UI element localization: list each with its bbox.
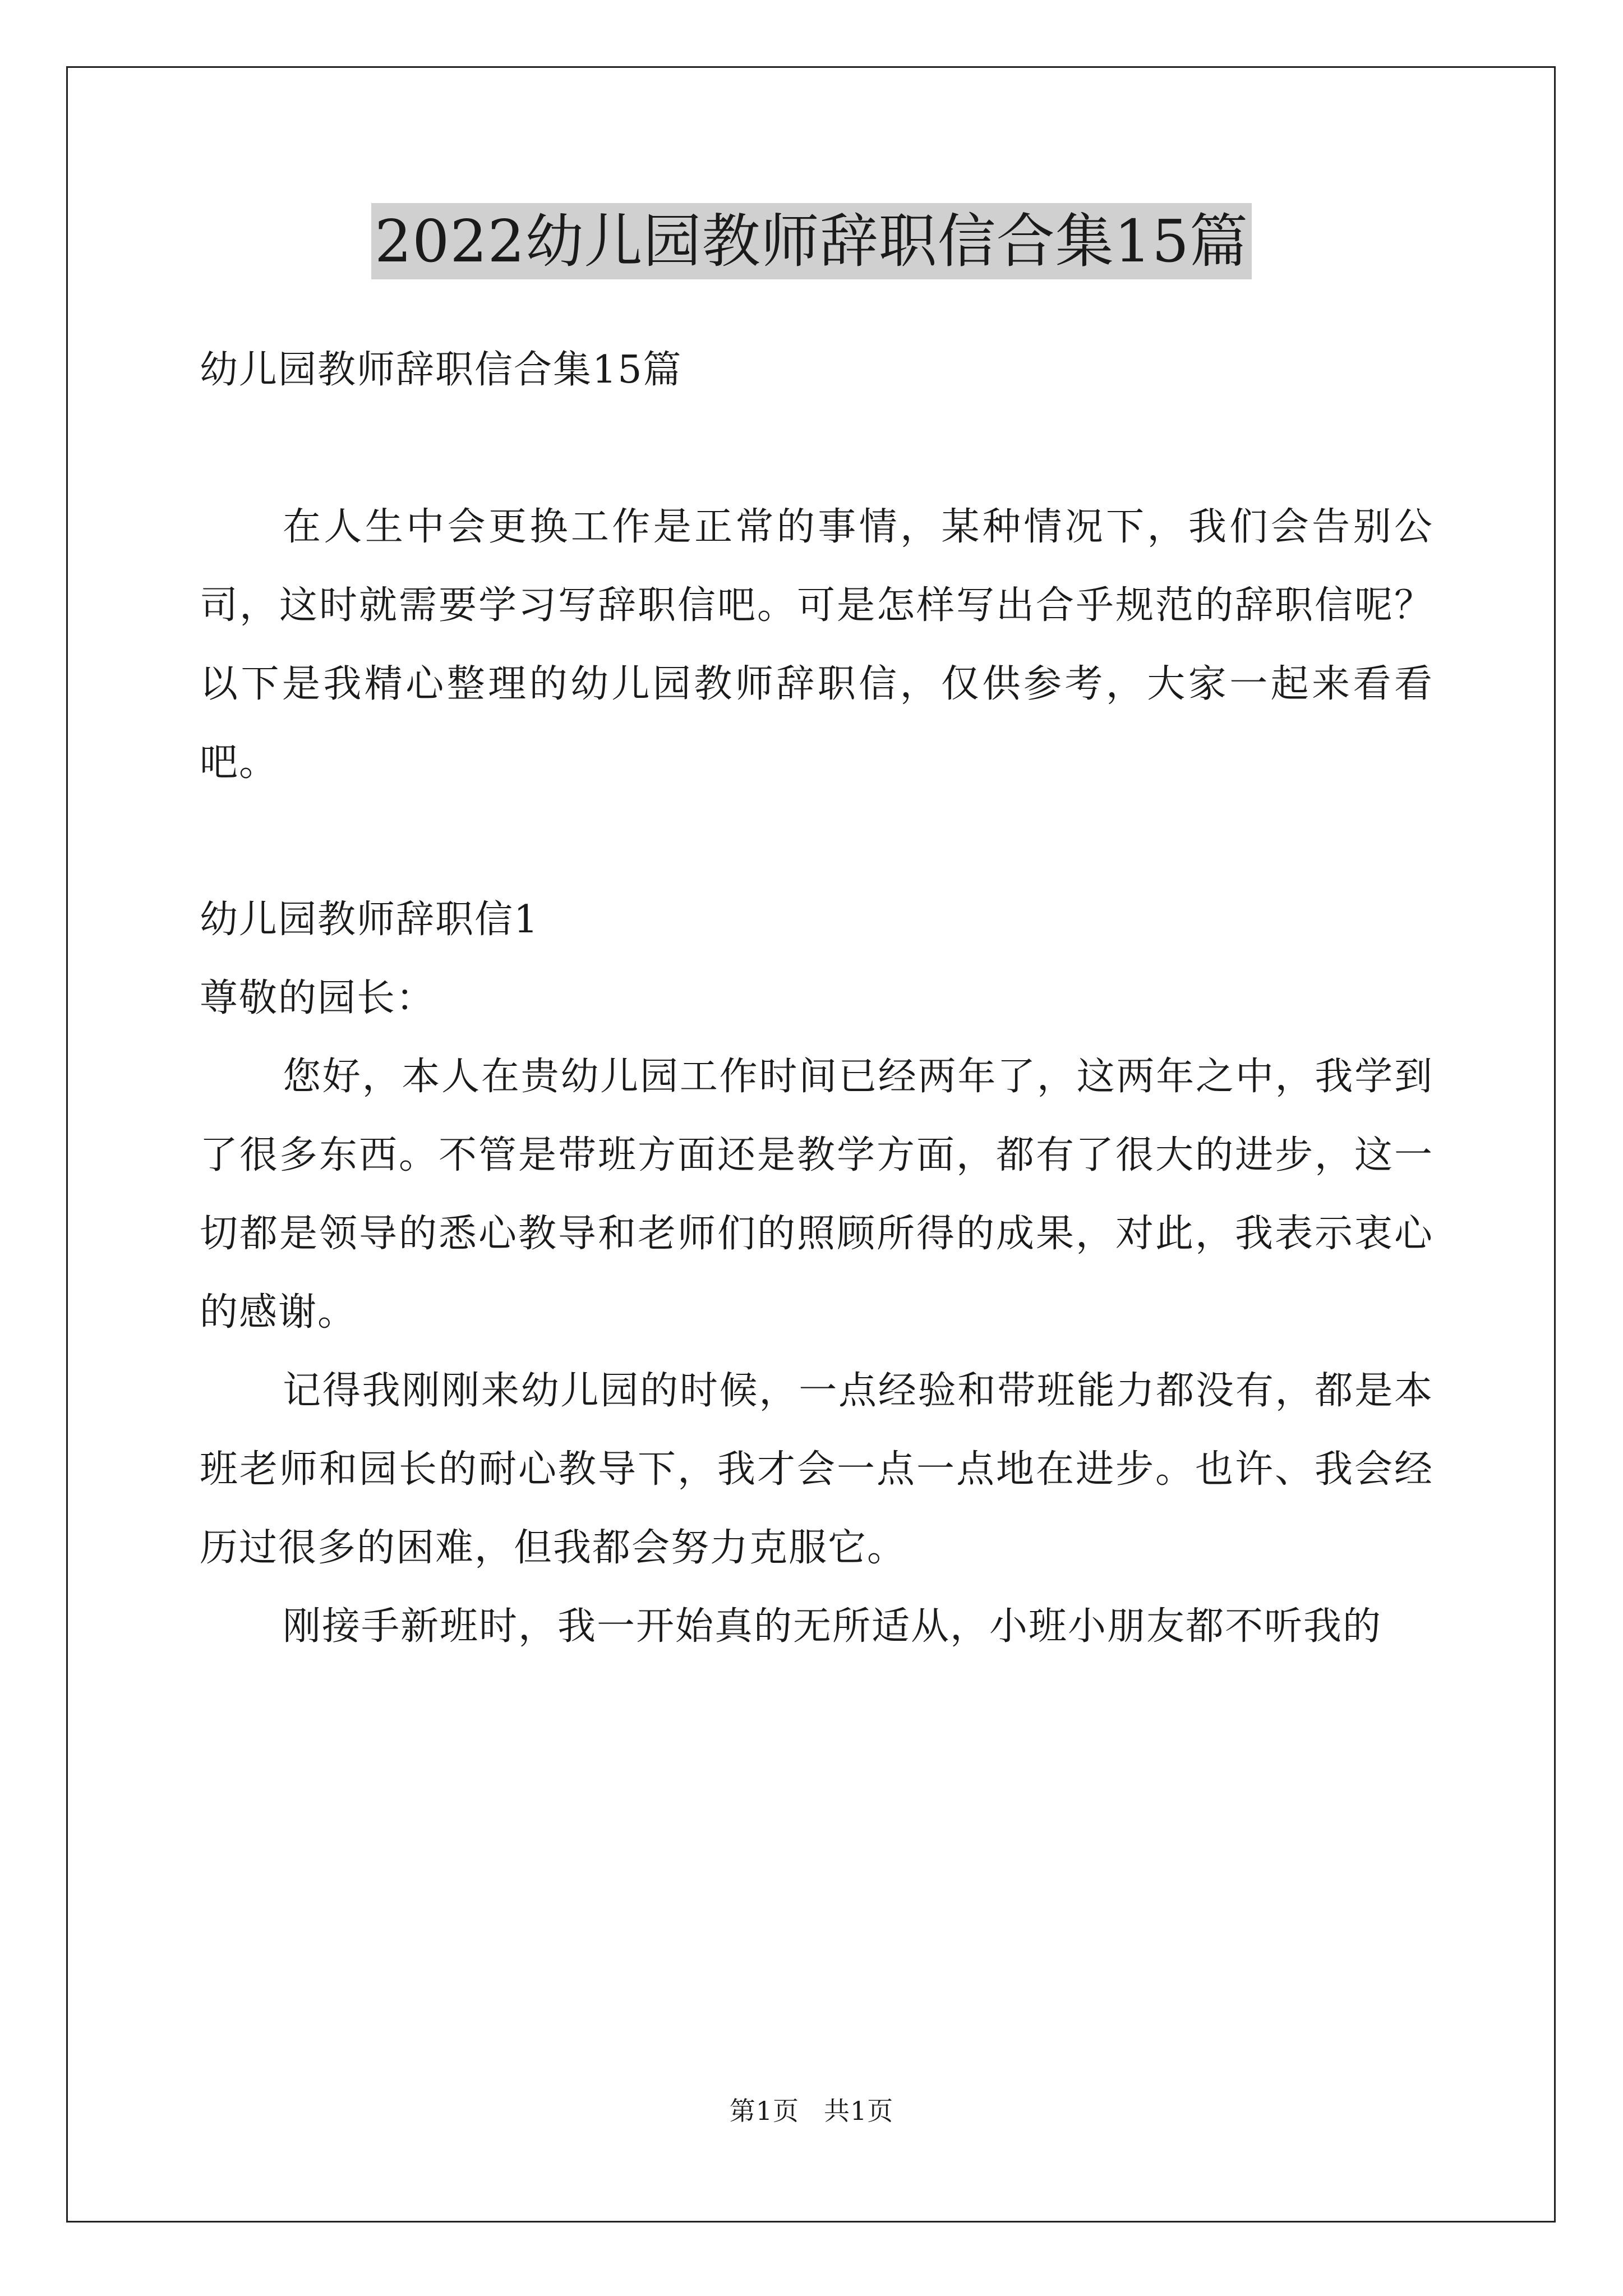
title-container	[0, 203, 1623, 279]
document-subtitle: 幼儿园教师辞职信合集15篇	[200, 348, 683, 392]
body-paragraph: 刚接手新班时，我一开始真的无所适从，小班小朋友都不听我的	[283, 1604, 1382, 1649]
document-body	[200, 331, 1433, 1666]
page-number: 第1页	[729, 2096, 799, 2126]
section-heading: 幼儿园教师辞职信1	[200, 898, 540, 942]
body-paragraph: 记得我刚刚来幼儿园的时候，一点经验和带班能力都没有，都是本班老师和园长的耐心教导下，我才会一点一点地在进步。也许、我会经历过很多的困难，但我都会努力克服它。	[200, 1369, 1433, 1570]
body-paragraph: 您好，本人在贵幼儿园工作时间已经两年了，这两年之中，我学到了很多东西。不管是带班方面还是教学方面，都有了很大的进步，这一切都是领导的悉心教导和老师们的照顾所得的成果，对此，我表示衷心的感谢。	[200, 1055, 1433, 1335]
page-total: 共1页	[824, 2096, 894, 2126]
document-title: 2022幼儿园教师辞职信合集15篇	[371, 203, 1252, 279]
page-footer	[0, 2094, 1623, 2128]
salutation: 尊敬的园长：	[200, 976, 436, 1020]
intro-paragraph: 在人生中会更换工作是正常的事情，某种情况下，我们会告别公司，这时就需要学习写辞职信吧。可是怎样写出合乎规范的辞职信呢？以下是我精心整理的幼儿园教师辞职信，仅供参考，大家一起来看看吧。	[200, 505, 1433, 785]
